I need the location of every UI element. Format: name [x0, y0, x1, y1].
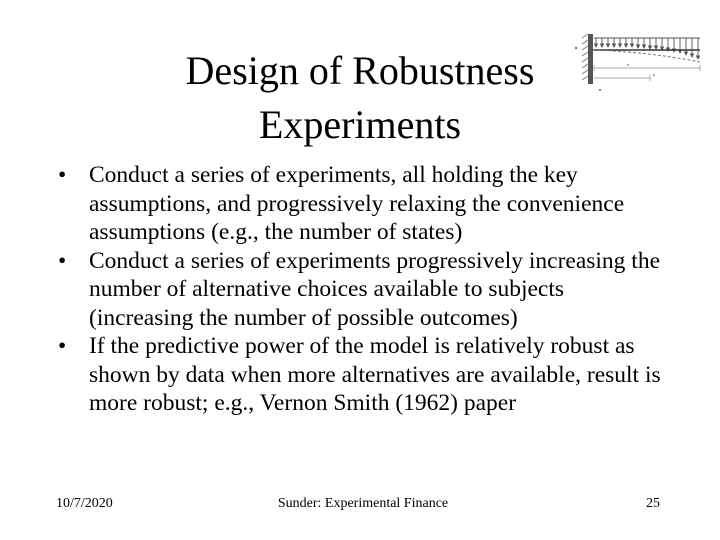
- footer-date: 10/7/2020: [56, 496, 113, 511]
- bullet-list: [56, 161, 666, 418]
- footer-title: Sunder: Experimental Finance: [277, 496, 449, 511]
- bullet-marker: •: [58, 162, 67, 188]
- bullet-marker: •: [58, 333, 67, 359]
- bullet-text: If the predictive power of the model is relatively robust as shown by data when more alternatives are available, result is more robust; e.g., Vernon Smith (1962) paper: [89, 333, 661, 416]
- bullet-text: Conduct a series of experiments progressively increasing the number of alternative choices available to subjects (increasing the number of possible outcomes): [89, 247, 661, 331]
- bullet-item: [56, 161, 666, 247]
- cantilever-beam-icon: [570, 28, 710, 104]
- slide-title: [140, 44, 580, 152]
- page-number: 25: [646, 496, 660, 511]
- bullet-item: [56, 332, 666, 418]
- slide-title-line-2: Experiments: [258, 102, 462, 147]
- bullet-item: [56, 247, 666, 333]
- bullet-text: Conduct a series of experiments, all holding the key assumptions, and progressively relaxing the convenience assumptions (e.g., the number of states): [89, 162, 625, 245]
- bullet-marker: •: [58, 247, 67, 274]
- slide-title-line-1: Design of Robustness: [185, 48, 535, 93]
